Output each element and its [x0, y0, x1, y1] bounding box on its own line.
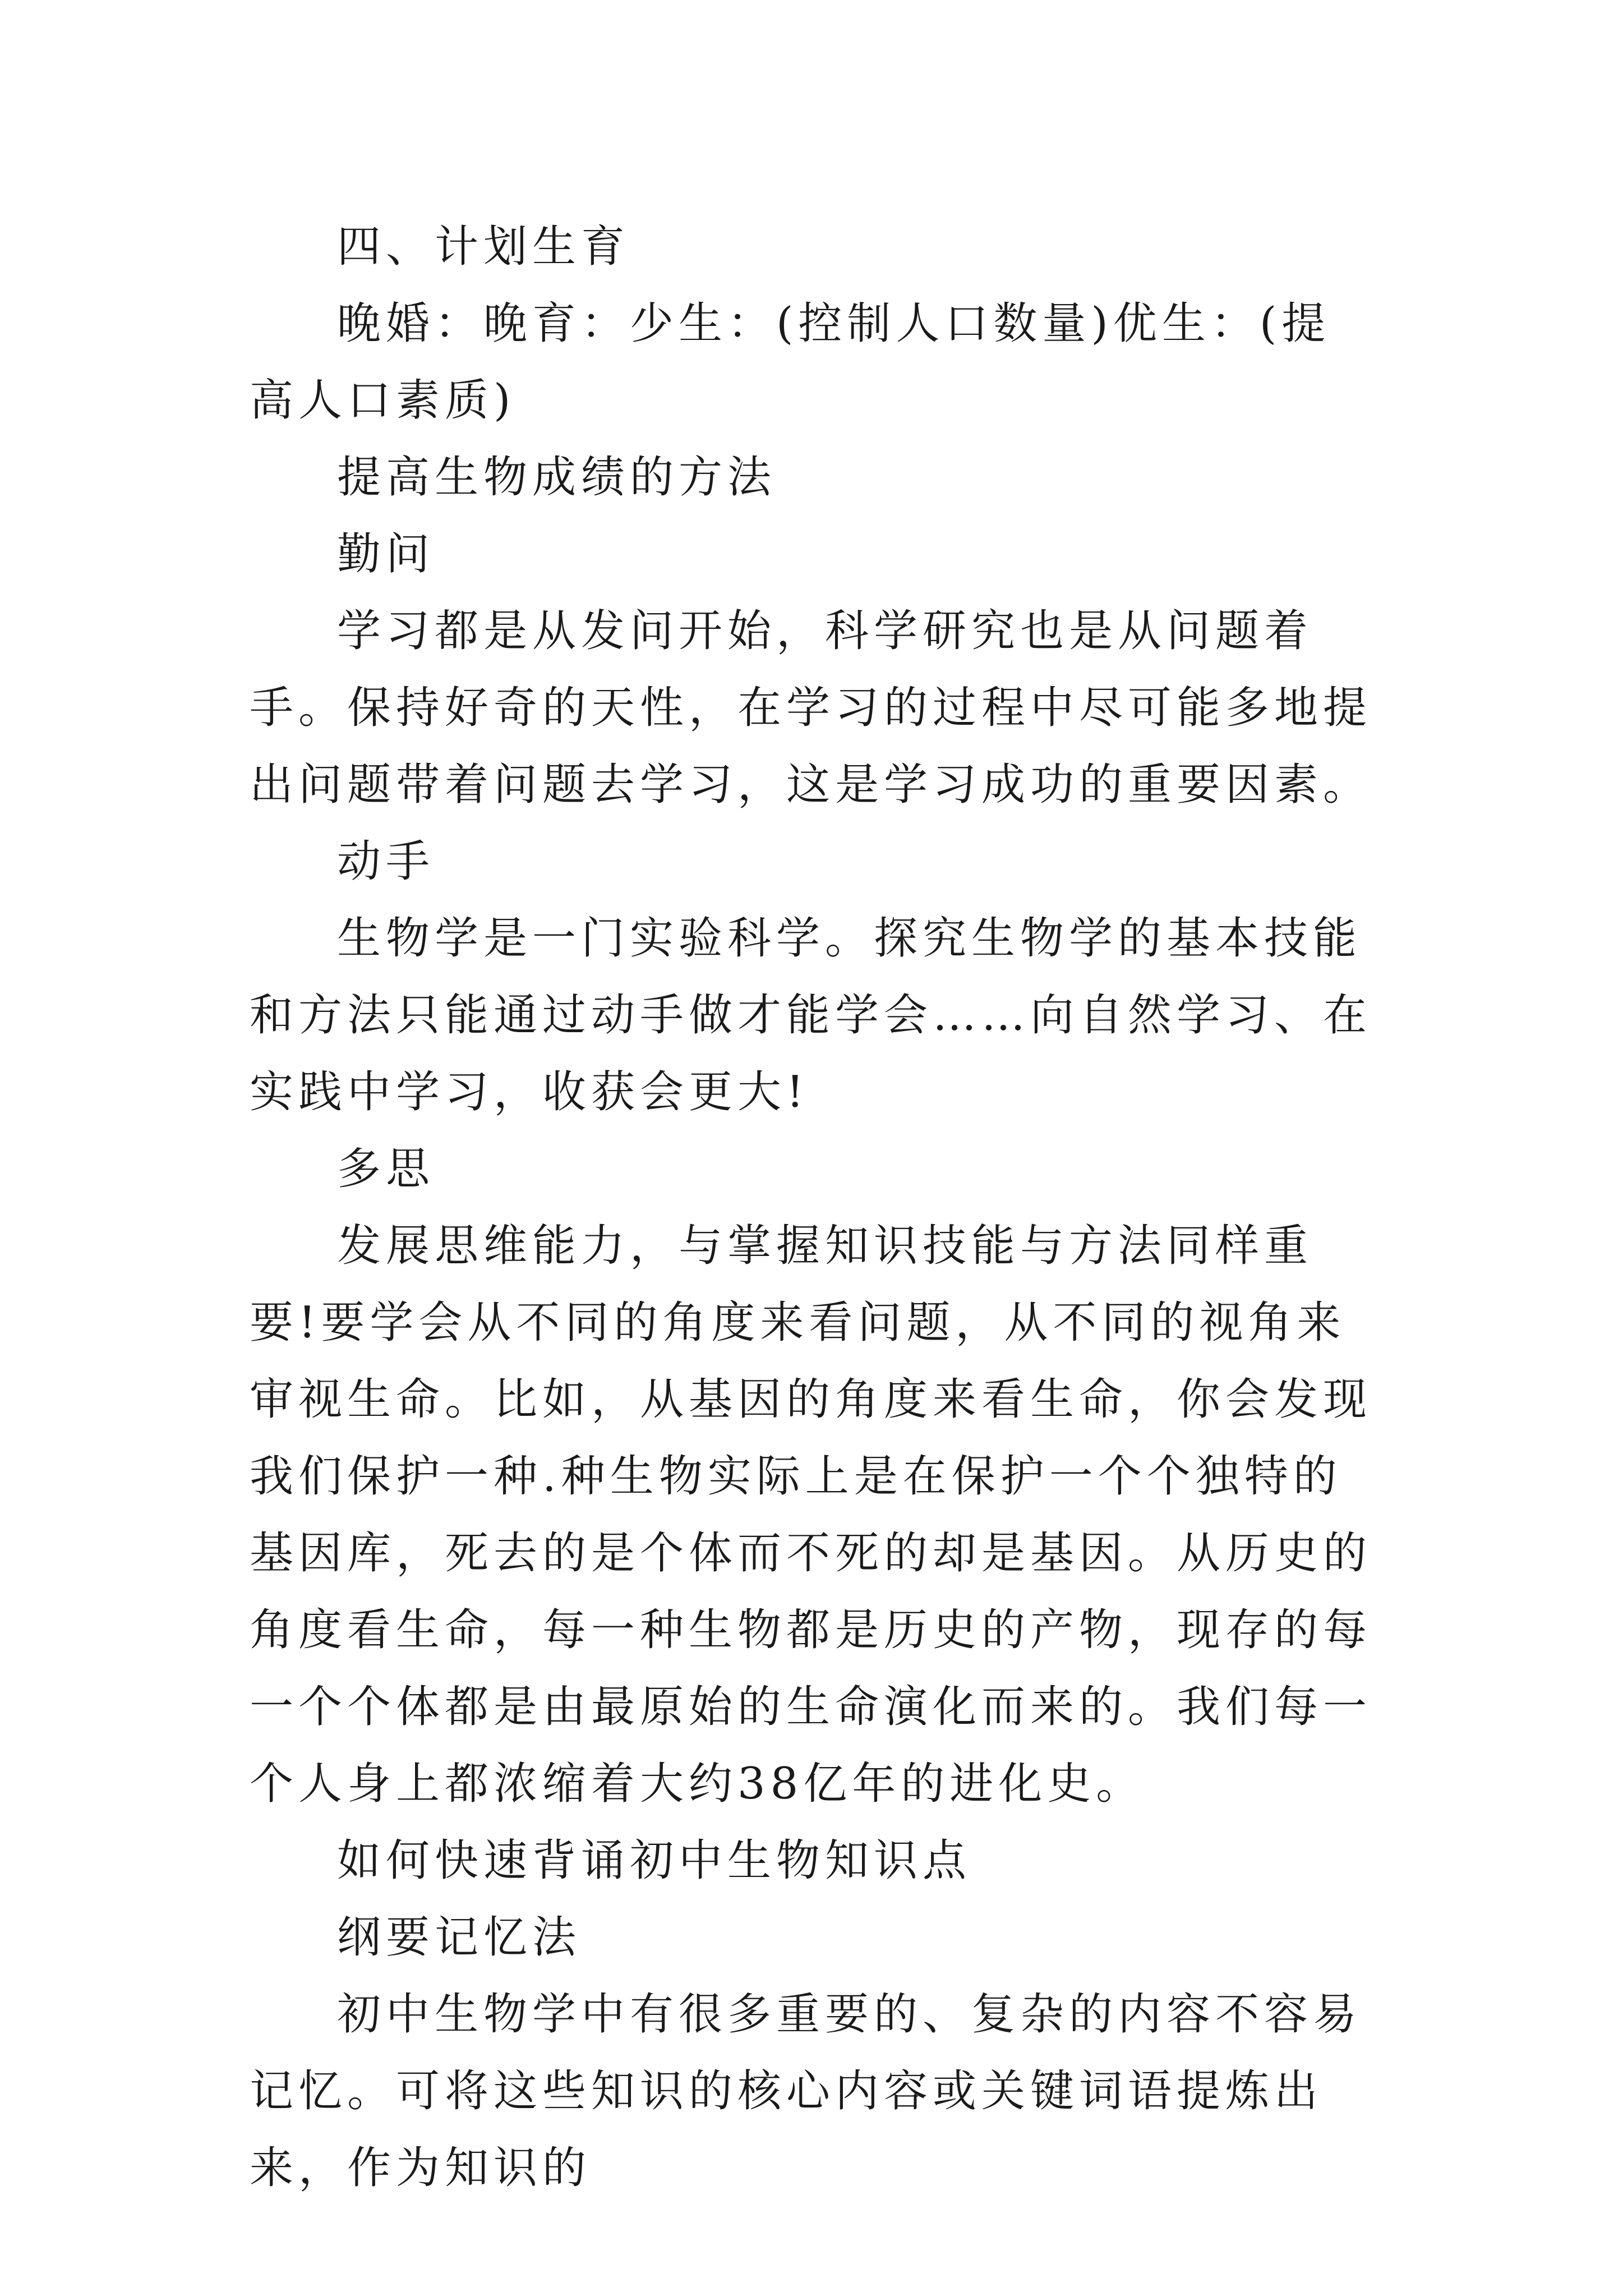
section-heading-memorize: 如何快速背诵初中生物知识点	[337, 1835, 972, 1886]
paragraph-ask-questions: 学习都是从发问开始，科学研究也是从问题着手。保持好奇的天性，在学习的过程中尽可能多地提出问题带着问题去学习，这是学习成功的重要因素。	[250, 606, 1372, 810]
subheading-outline-method: 纲要记忆法	[337, 1912, 582, 1963]
subheading-ask-questions: 勤问	[337, 529, 435, 579]
paragraph-hands-on: 生物学是一门实验科学。探究生物学的基本技能和方法只能通过动手做才能学会……向自然学习、在实践中学习，收获会更大!	[250, 913, 1372, 1117]
section-heading-family-planning: 四、计划生育	[337, 222, 630, 272]
document-body	[250, 209, 1377, 2207]
paragraph-think-more: 发展思维能力，与掌握知识技能与方法同样重要!要学会从不同的角度来看问题，从不同的视角来审视生命。比如，从基因的角度来看生命，你会发现我们保护一种.种生物实际上是在保护一个个独特的基因库，死去的是个体而不死的却是基因。从历史的角度看生命，每一种生物都是历史的产物，现存的每一个个体都是由最原始的生命演化而来的。我们每一个人身上都浓缩着大约38亿年的进化史。	[250, 1221, 1372, 1809]
paragraph-outline-method: 初中生物学中有很多重要的、复杂的内容不容易记忆。可将这些知识的核心内容或关键词语提炼出来，作为知识的	[250, 1989, 1362, 2193]
paragraph-family-planning-policy: 晚婚：晚育：少生：(控制人口数量)优生：(提高人口素质)	[250, 298, 1331, 426]
subheading-think-more: 多思	[337, 1144, 435, 1194]
section-heading-improve-grades: 提高生物成绩的方法	[337, 452, 777, 503]
subheading-hands-on: 动手	[337, 836, 435, 887]
